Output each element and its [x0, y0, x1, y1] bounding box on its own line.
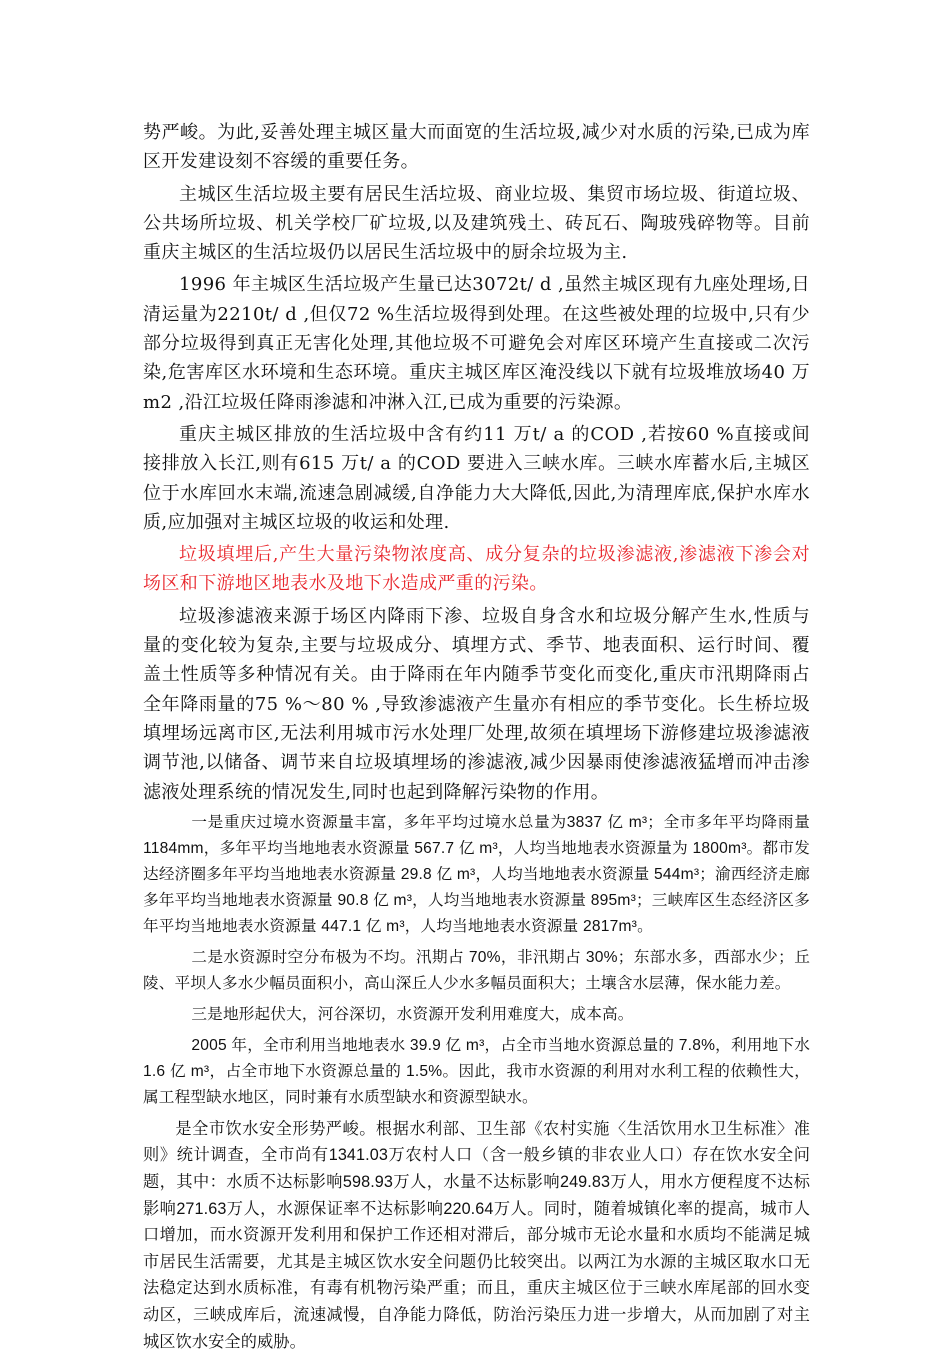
paragraph-4: 重庆主城区排放的生活垃圾中含有约11 万t/ a 的COD ,若按60 %直接或间接排放入长江,则有615 万t/ a 的COD 要进入三峡水库。三峡水库蓄水后,主城区位于水库回水末端,流速急剧减缓,自净能力大大降低,因此,为清理库底,保护水库水质,应加强对主城区垃圾的收运和处理.	[143, 423, 810, 533]
paragraph-6: 垃圾渗滤液来源于场区内降雨下渗、垃圾自身含水和垃圾分解产生水,性质与量的变化较为复杂,主要与垃圾成分、填埋方式、季节、地表面积、运行时间、覆盖土性质等多种情况有关。由于降雨在年内随季节变化而变化,重庆市汛期降雨占全年降雨量的75 %～80 % ,导致渗滤液产生量亦有相应的季节变化。长生桥垃圾填埋场远离市区,无法利用城市污水处理厂处理,故须在填埋场下游修建垃圾渗滤液调节池,以储备、调节来自垃圾填埋场的渗滤液,减少因暴雨使渗滤液猛增而冲击渗滤液处理系统的情况发生,同时也起到降解污染物的作用。	[143, 605, 810, 803]
paragraph-8: 二是水资源时空分布极为不均。汛期占 70%，非汛期占 30%；东部水多，西部水少；丘陵、平坝人多水少幅员面积小，高山深丘人少水多幅员面积大；土壤含水层薄，保水能力差。	[143, 948, 810, 992]
paragraph-3: 1996 年主城区生活垃圾产生量已达3072t/ d ,虽然主城区现有九座处理场,日清运量为2210t/ d ,但仅72 %生活垃圾得到处理。在这些被处理的垃圾中,只有少部分垃圾得到真正无害化处理,其他垃圾不可避免会对库区环境产生直接或二次污染,危害库区水环境和生态环境。重庆主城区库区淹没线以下就有垃圾堆放场40 万m2 ,沿江垃圾任降雨渗滤和冲淋入江,已成为重要的污染源。	[143, 274, 810, 413]
paragraph-1: 势严峻。为此,妥善处理主城区量大而面宽的生活垃圾,减少对水质的污染,已成为库区开发建设刻不容缓的重要任务。	[143, 122, 810, 173]
paragraph-2: 主城区生活垃圾主要有居民生活垃圾、商业垃圾、集贸市场垃圾、街道垃圾、公共场所垃圾、机关学校厂矿垃圾,以及建筑残土、砖瓦石、陶玻残碎物等。目前重庆主城区的生活垃圾仍以居民生活垃圾中的厨余垃圾为主.	[143, 183, 810, 264]
paragraph-10: 2005 年，全市利用当地地表水 39.9 亿 m³，占全市当地水资源总量的 7.8%，利用地下水 1.6 亿 m³，占全市地下水资源总量的 1.5%。因此，我市水资源的利用对水利工程的依赖性大，属工程型缺水地区，同时兼有水质型缺水和资源型缺水。	[143, 1036, 810, 1106]
paragraph-5-highlighted: 垃圾填埋后,产生大量污染物浓度高、成分复杂的垃圾渗滤液,渗滤液下渗会对场区和下游地区地表水及地下水造成严重的污染。	[143, 544, 810, 595]
paragraph-7: 一是重庆过境水资源量丰富，多年平均过境水总量为3837 亿 m³；全市多年平均降雨量 1184mm，多年平均当地地表水资源量 567.7 亿 m³，人均当地地表水资源量为 1800m³。都市发达经济圈多年平均当地地表水资源量 29.8 亿 m³，人均当地地表水资源量 544m³；渝西经济走廊多年平均当地地表水资源量 90.8 亿 m³，人均当地地表水资源量 895m³；三峡库区生态经济区多年平均当地地表水资源量 447.1 亿 m³，人均当地地表水资源量 2817m³。	[143, 813, 810, 935]
paragraph-11: 是全市饮水安全形势严峻。根据水利部、卫生部《农村实施〈生活饮用水卫生标准〉准则》统计调查，全市尚有1341.03万农村人口（含一般乡镇的非农业人口）存在饮水安全问题，其中：水质不达标影响598.93万人，水量不达标影响249.83万人，用水方便程度不达标影响271.63万人，水源保证率不达标影响220.64万人。同时，随着城镇化率的提高，城市人口增加，而水资源开发利用和保护工作还相对滞后，部分城市无论水量和水质均不能满足城市居民生活需要，尤其是主城区饮水安全问题仍比较突出。以两江为水源的主城区取水口无法稳定达到水质标准，有毒有机物污染严重；而且，重庆主城区位于三峡水库尾部的回水变动区，三峡成库后，流速减慢，自净能力降低，防治污染压力进一步增大，从而加剧了对主城区饮水安全的威胁。	[143, 1119, 810, 1351]
paragraph-9: 三是地形起伏大，河谷深切，水资源开发利用难度大，成本高。	[191, 1005, 634, 1023]
